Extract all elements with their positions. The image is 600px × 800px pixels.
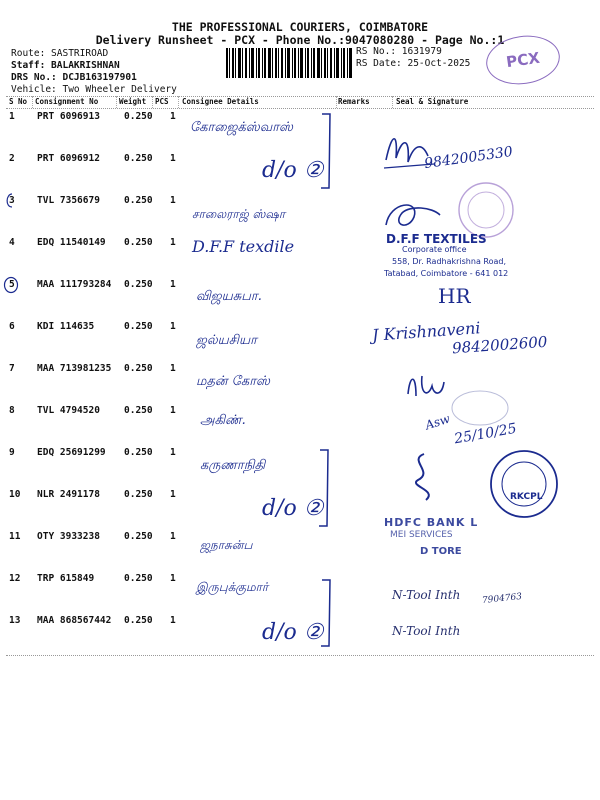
divider <box>336 96 337 108</box>
cell-weight: 0.250 <box>124 321 153 332</box>
cell-weight: 0.250 <box>124 447 153 458</box>
consignee-handwriting: இருபுக்குமார் <box>196 580 269 594</box>
cell-sno: 12 <box>9 573 21 584</box>
col-consignee: Consignee Details <box>182 97 259 106</box>
cell-sno: 3 <box>9 195 15 206</box>
divider <box>32 96 33 108</box>
signature-12-number: 7904763 <box>481 591 523 607</box>
cell-sno: 7 <box>9 363 15 374</box>
cell-weight: 0.250 <box>124 153 153 164</box>
cell-pcs: 1 <box>170 279 176 290</box>
cell-consignment: KDI 114635 <box>37 321 95 332</box>
cell-pcs: 1 <box>170 321 176 332</box>
consignee-handwriting: d/o ② <box>262 158 324 183</box>
signature-3 <box>380 195 450 235</box>
route-line <box>11 48 108 59</box>
rs-date: RS Date: 25-Oct-2025 <box>356 58 471 69</box>
col-consignment: Consignment No <box>35 97 99 106</box>
cell-sno: 1 <box>9 111 15 122</box>
cell-weight: 0.250 <box>124 237 153 248</box>
table-bottom-rule <box>6 655 594 656</box>
col-pcs: PCS <box>155 97 169 106</box>
signature-hr: HR <box>438 284 471 308</box>
staff-line <box>11 60 120 71</box>
consignee-handwriting: கருணாநிதி <box>200 458 266 473</box>
dff-stamp-name: D.F.F TEXTILES <box>386 232 487 246</box>
staff-value: BALAKRISHNAN <box>51 60 120 71</box>
consignee-handwriting: d/o ② <box>262 620 324 645</box>
company-title: THE PROFESSIONAL COURIERS, COIMBATORE <box>171 20 429 34</box>
cell-consignment: EDQ 25691299 <box>37 447 106 458</box>
cell-pcs: 1 <box>170 111 176 122</box>
vehicle-line <box>11 84 177 95</box>
staff-label: Staff: <box>11 60 52 71</box>
barcode <box>226 48 352 78</box>
drs-line <box>11 72 137 83</box>
cell-sno: 13 <box>9 615 21 626</box>
cell-pcs: 1 <box>170 153 176 164</box>
cell-consignment: MAA 868567442 <box>37 615 112 626</box>
consignee-handwriting: ஜல்யசியா <box>196 333 257 348</box>
divider <box>116 96 117 108</box>
dff-stamp-line: 558, Dr. Radhakrishna Road, <box>392 257 507 266</box>
hdfc-stamp-line: HDFC BANK L <box>384 516 479 529</box>
cell-consignment: NLR 2491178 <box>37 489 100 500</box>
cell-consignment: TVL 4794520 <box>37 405 100 416</box>
cell-consignment: EDQ 11540149 <box>37 237 106 248</box>
cell-weight: 0.250 <box>124 363 153 374</box>
signature-date: 25/10/25 <box>453 420 518 448</box>
cell-sno: 9 <box>9 447 15 458</box>
cell-weight: 0.250 <box>124 405 153 416</box>
col-remarks: Remarks <box>338 97 370 106</box>
cell-pcs: 1 <box>170 447 176 458</box>
cell-weight: 0.250 <box>124 111 153 122</box>
hdfc-stamp-line: MEI SERVICES <box>390 530 453 540</box>
runsheet-title: Delivery Runsheet - PCX - Phone No.:9047080280 - Page No.:1 <box>95 33 505 47</box>
cell-pcs: 1 <box>170 573 176 584</box>
cell-consignment: TRP 615849 <box>37 573 95 584</box>
dff-stamp-line: Corporate office <box>402 245 467 254</box>
consignee-handwriting: d/o ② <box>262 496 324 521</box>
circle-mark <box>4 193 18 209</box>
cell-consignment: OTY 3933238 <box>37 531 100 542</box>
col-sno: S No <box>9 97 28 106</box>
cell-weight: 0.250 <box>124 573 153 584</box>
circle-mark <box>3 276 19 294</box>
vehicle-value: Two Wheeler Delivery <box>62 84 177 95</box>
col-seal-signature: Seal & Signature <box>396 97 469 106</box>
cell-pcs: 1 <box>170 363 176 374</box>
cell-sno: 8 <box>9 405 15 416</box>
cell-weight: 0.250 <box>124 279 153 290</box>
cell-weight: 0.250 <box>124 615 153 626</box>
hdfc-stamp-line: D TORE <box>420 546 462 557</box>
signature-asw: Asw <box>423 411 452 433</box>
signature-phone: 9842002600 <box>451 332 548 358</box>
consignee-handwriting: அகிண். <box>200 413 246 428</box>
round-seal <box>456 180 516 240</box>
signature-phone: 9842005330 <box>423 143 514 173</box>
cell-consignment: PRT 6096912 <box>37 153 100 164</box>
divider <box>6 96 594 97</box>
drs-value: DCJB163197901 <box>62 72 137 83</box>
cell-sno: 10 <box>9 489 21 500</box>
divider <box>152 96 153 108</box>
divider <box>178 96 179 108</box>
rs-number: RS No.: 1631979 <box>356 46 442 57</box>
cell-sno: 4 <box>9 237 15 248</box>
rkcpl-seal <box>488 448 560 520</box>
cell-weight: 0.250 <box>124 195 153 206</box>
cell-sno: 11 <box>9 531 21 542</box>
cell-consignment: MAA 111793284 <box>37 279 112 290</box>
consignee-handwriting: விஜயசுபா. <box>196 289 262 304</box>
cell-sno: 6 <box>9 321 15 332</box>
col-weight: Weight <box>119 97 147 106</box>
cell-sno: 5 <box>9 279 15 290</box>
cell-consignment: PRT 6096913 <box>37 111 100 122</box>
cell-consignment: MAA 713981235 <box>37 363 112 374</box>
cell-weight: 0.250 <box>124 531 153 542</box>
table-header <box>6 96 594 108</box>
dff-stamp-line: Tatabad, Coimbatore - 641 012 <box>384 269 509 278</box>
ditto-bracket <box>318 112 338 192</box>
signature-9 <box>404 450 444 506</box>
route-value: SASTRIROAD <box>51 48 109 59</box>
cell-pcs: 1 <box>170 489 176 500</box>
signature-12: N-Tool Inth <box>392 588 461 602</box>
cell-weight: 0.250 <box>124 489 153 500</box>
table-row <box>6 531 594 571</box>
signature-13: N-Tool Inth <box>392 624 461 638</box>
consignee-handwriting: D.F.F texdile <box>192 237 295 256</box>
route-label: Route: <box>11 48 52 59</box>
rkcpl-seal-text: RKCPL <box>510 492 543 502</box>
signature-name: J Krishnaveni <box>371 318 482 345</box>
cell-pcs: 1 <box>170 405 176 416</box>
cell-consignment: TVL 7356679 <box>37 195 100 206</box>
consignee-handwriting: சாலைராஜ் ஸ்ஷா <box>192 207 286 221</box>
pcx-stamp-text: PCX <box>505 48 541 72</box>
cell-pcs: 1 <box>170 195 176 206</box>
cell-sno: 2 <box>9 153 15 164</box>
drs-label: DRS No.: <box>11 72 63 83</box>
consignee-handwriting: மதன் கோஸ் <box>196 374 270 389</box>
vehicle-label: Vehicle: <box>11 84 63 95</box>
table-row <box>6 279 594 319</box>
consignee-handwriting: கோஜைக்ஸ்வாஸ் <box>190 120 293 135</box>
consignee-handwriting: ஜநாசுன்ப <box>200 538 253 552</box>
cell-pcs: 1 <box>170 615 176 626</box>
ditto-bracket <box>316 448 336 530</box>
ditto-bracket <box>318 578 338 650</box>
cell-pcs: 1 <box>170 531 176 542</box>
cell-pcs: 1 <box>170 237 176 248</box>
divider <box>392 96 393 108</box>
divider <box>6 108 594 109</box>
